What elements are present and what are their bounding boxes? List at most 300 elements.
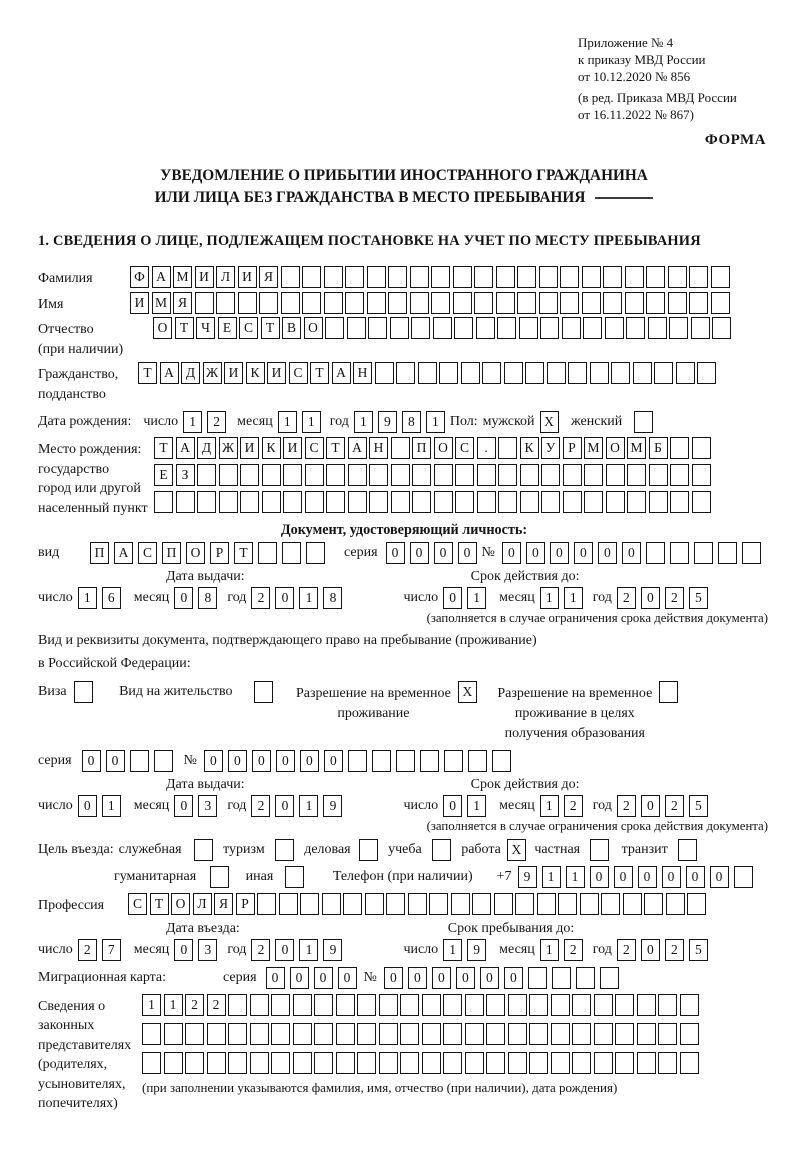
char-cell[interactable]: 1 (102, 795, 121, 817)
char-cell[interactable] (176, 491, 195, 513)
char-cell[interactable] (551, 994, 570, 1016)
char-cell[interactable]: Р (236, 893, 255, 915)
char-cell[interactable] (455, 491, 474, 513)
char-cell[interactable]: 9 (323, 795, 342, 817)
char-cell[interactable] (625, 292, 644, 314)
char-cell[interactable] (250, 1023, 269, 1045)
char-cell[interactable] (285, 866, 304, 888)
char-cell[interactable] (558, 893, 577, 915)
birth-day-boxes[interactable] (183, 411, 231, 433)
char-cell[interactable]: 0 (480, 967, 499, 989)
char-cell[interactable] (474, 292, 493, 314)
char-cell[interactable] (359, 839, 378, 861)
char-cell[interactable] (300, 893, 319, 915)
char-cell[interactable] (603, 292, 622, 314)
char-cell[interactable] (453, 266, 472, 288)
char-cell[interactable] (580, 893, 599, 915)
char-cell[interactable] (345, 292, 364, 314)
char-cell[interactable] (336, 994, 355, 1016)
resdoc-valid-month[interactable] (540, 795, 588, 817)
char-cell[interactable]: Я (259, 266, 278, 288)
char-cell[interactable] (302, 292, 321, 314)
purpose-study-checkbox[interactable] (432, 839, 454, 861)
char-cell[interactable]: 2 (185, 994, 204, 1016)
female-checkbox[interactable] (634, 411, 656, 433)
representatives-boxes-row3[interactable] (142, 1052, 701, 1074)
char-cell[interactable]: 2 (78, 939, 97, 961)
char-cell[interactable] (520, 491, 539, 513)
char-cell[interactable] (547, 362, 566, 384)
char-cell[interactable] (601, 893, 620, 915)
char-cell[interactable]: 0 (443, 795, 462, 817)
char-cell[interactable] (431, 292, 450, 314)
char-cell[interactable]: 2 (564, 939, 583, 961)
char-cell[interactable] (563, 464, 582, 486)
char-cell[interactable] (368, 317, 387, 339)
char-cell[interactable] (600, 967, 619, 989)
char-cell[interactable] (412, 464, 431, 486)
purpose-business-checkbox[interactable] (359, 839, 381, 861)
char-cell[interactable]: 3 (198, 795, 217, 817)
purpose-transit-checkbox[interactable] (678, 839, 700, 861)
char-cell[interactable]: 2 (251, 587, 270, 609)
char-cell[interactable] (658, 1023, 677, 1045)
char-cell[interactable] (497, 317, 516, 339)
char-cell[interactable]: 1 (299, 587, 318, 609)
char-cell[interactable] (422, 1052, 441, 1074)
char-cell[interactable]: 1 (566, 866, 585, 888)
char-cell[interactable]: 0 (574, 542, 593, 564)
char-cell[interactable]: 0 (408, 967, 427, 989)
char-cell[interactable] (271, 1023, 290, 1045)
char-cell[interactable] (390, 317, 409, 339)
char-cell[interactable]: 0 (290, 967, 309, 989)
char-cell[interactable] (590, 839, 609, 861)
char-cell[interactable]: 0 (641, 795, 660, 817)
char-cell[interactable] (476, 317, 495, 339)
char-cell[interactable] (551, 1023, 570, 1045)
citizenship-boxes[interactable] (138, 362, 719, 384)
char-cell[interactable]: О (434, 437, 453, 459)
char-cell[interactable] (185, 1023, 204, 1045)
char-cell[interactable]: Л (216, 266, 235, 288)
char-cell[interactable]: 0 (106, 750, 125, 772)
char-cell[interactable] (646, 542, 665, 564)
temp-residence-edu-checkbox[interactable] (659, 681, 681, 703)
migcard-series-boxes[interactable] (266, 967, 362, 989)
char-cell[interactable] (606, 464, 625, 486)
char-cell[interactable]: М (584, 437, 603, 459)
char-cell[interactable] (668, 266, 687, 288)
char-cell[interactable]: 1 (443, 939, 462, 961)
char-cell[interactable] (670, 437, 689, 459)
char-cell[interactable] (646, 292, 665, 314)
char-cell[interactable]: 0 (458, 542, 477, 564)
char-cell[interactable]: К (246, 362, 265, 384)
char-cell[interactable]: 0 (174, 939, 193, 961)
char-cell[interactable] (611, 362, 630, 384)
char-cell[interactable] (537, 893, 556, 915)
char-cell[interactable]: Н (353, 362, 372, 384)
char-cell[interactable] (282, 542, 301, 564)
char-cell[interactable]: П (90, 542, 109, 564)
char-cell[interactable] (563, 491, 582, 513)
char-cell[interactable]: 2 (251, 795, 270, 817)
char-cell[interactable]: С (305, 437, 324, 459)
char-cell[interactable]: 1 (278, 411, 297, 433)
char-cell[interactable]: 0 (432, 967, 451, 989)
char-cell[interactable] (326, 491, 345, 513)
char-cell[interactable]: 0 (275, 795, 294, 817)
char-cell[interactable] (625, 266, 644, 288)
char-cell[interactable]: 0 (710, 866, 729, 888)
char-cell[interactable]: И (224, 362, 243, 384)
char-cell[interactable] (680, 994, 699, 1016)
char-cell[interactable] (496, 292, 515, 314)
char-cell[interactable] (324, 292, 343, 314)
char-cell[interactable] (552, 967, 571, 989)
char-cell[interactable] (386, 893, 405, 915)
resdoc-series-boxes[interactable] (82, 750, 178, 772)
char-cell[interactable] (418, 362, 437, 384)
char-cell[interactable]: 0 (641, 587, 660, 609)
char-cell[interactable] (623, 893, 642, 915)
char-cell[interactable] (228, 1052, 247, 1074)
char-cell[interactable]: Р (563, 437, 582, 459)
char-cell[interactable] (496, 266, 515, 288)
char-cell[interactable] (465, 1023, 484, 1045)
char-cell[interactable] (357, 994, 376, 1016)
char-cell[interactable]: 1 (183, 411, 202, 433)
char-cell[interactable]: О (171, 893, 190, 915)
char-cell[interactable] (164, 1023, 183, 1045)
char-cell[interactable] (293, 994, 312, 1016)
char-cell[interactable]: У (541, 437, 560, 459)
char-cell[interactable] (605, 317, 624, 339)
char-cell[interactable] (539, 266, 558, 288)
char-cell[interactable] (584, 491, 603, 513)
char-cell[interactable]: 0 (526, 542, 545, 564)
char-cell[interactable]: Е (154, 464, 173, 486)
char-cell[interactable] (560, 266, 579, 288)
char-cell[interactable] (348, 464, 367, 486)
char-cell[interactable] (584, 464, 603, 486)
char-cell[interactable]: 5 (689, 587, 708, 609)
char-cell[interactable]: О (304, 317, 323, 339)
char-cell[interactable]: 1 (540, 587, 559, 609)
char-cell[interactable] (455, 464, 474, 486)
char-cell[interactable] (498, 464, 517, 486)
char-cell[interactable] (498, 437, 517, 459)
char-cell[interactable] (560, 292, 579, 314)
char-cell[interactable]: А (176, 437, 195, 459)
char-cell[interactable]: В (282, 317, 301, 339)
char-cell[interactable] (375, 362, 394, 384)
char-cell[interactable] (314, 1023, 333, 1045)
char-cell[interactable] (582, 266, 601, 288)
patronymic-boxes[interactable] (153, 317, 734, 339)
char-cell[interactable] (443, 1052, 462, 1074)
char-cell[interactable] (336, 1052, 355, 1074)
char-cell[interactable]: 0 (204, 750, 223, 772)
char-cell[interactable] (692, 437, 711, 459)
char-cell[interactable]: Я (173, 292, 192, 314)
char-cell[interactable]: 2 (665, 587, 684, 609)
char-cell[interactable] (305, 464, 324, 486)
char-cell[interactable] (594, 1052, 613, 1074)
char-cell[interactable]: 9 (518, 866, 537, 888)
char-cell[interactable] (649, 464, 668, 486)
char-cell[interactable] (422, 994, 441, 1016)
char-cell[interactable] (492, 750, 511, 772)
char-cell[interactable] (391, 464, 410, 486)
char-cell[interactable] (637, 1052, 656, 1074)
char-cell[interactable] (367, 292, 386, 314)
char-cell[interactable] (711, 266, 730, 288)
char-cell[interactable] (197, 491, 216, 513)
resdoc-issue-year[interactable] (251, 795, 347, 817)
char-cell[interactable]: 9 (378, 411, 397, 433)
char-cell[interactable]: 0 (314, 967, 333, 989)
char-cell[interactable] (615, 1023, 634, 1045)
char-cell[interactable]: 0 (252, 750, 271, 772)
char-cell[interactable] (468, 750, 487, 772)
char-cell[interactable] (197, 464, 216, 486)
char-cell[interactable] (576, 967, 595, 989)
char-cell[interactable] (391, 491, 410, 513)
profession-boxes[interactable] (128, 893, 709, 915)
char-cell[interactable]: Ж (203, 362, 222, 384)
char-cell[interactable]: И (240, 437, 259, 459)
char-cell[interactable] (529, 994, 548, 1016)
char-cell[interactable]: Ж (219, 437, 238, 459)
char-cell[interactable]: О (153, 317, 172, 339)
char-cell[interactable] (594, 1023, 613, 1045)
char-cell[interactable] (519, 317, 538, 339)
char-cell[interactable] (262, 491, 281, 513)
char-cell[interactable]: 2 (207, 994, 226, 1016)
char-cell[interactable] (281, 266, 300, 288)
char-cell[interactable] (396, 362, 415, 384)
char-cell[interactable] (410, 266, 429, 288)
entry-day[interactable] (78, 939, 126, 961)
char-cell[interactable] (676, 362, 695, 384)
char-cell[interactable]: 7 (102, 939, 121, 961)
char-cell[interactable] (477, 491, 496, 513)
char-cell[interactable]: 1 (467, 587, 486, 609)
char-cell[interactable] (615, 994, 634, 1016)
char-cell[interactable]: 1 (426, 411, 445, 433)
char-cell[interactable] (670, 542, 689, 564)
char-cell[interactable] (412, 491, 431, 513)
char-cell[interactable] (254, 681, 273, 703)
birth-year-boxes[interactable] (354, 411, 450, 433)
char-cell[interactable]: 0 (266, 967, 285, 989)
char-cell[interactable] (520, 464, 539, 486)
char-cell[interactable]: 2 (251, 939, 270, 961)
char-cell[interactable] (453, 292, 472, 314)
char-cell[interactable] (379, 1023, 398, 1045)
char-cell[interactable]: 0 (324, 750, 343, 772)
char-cell[interactable]: 5 (689, 939, 708, 961)
char-cell[interactable]: Я (214, 893, 233, 915)
char-cell[interactable]: Т (261, 317, 280, 339)
char-cell[interactable]: И (195, 266, 214, 288)
resdoc-number-boxes[interactable] (204, 750, 516, 772)
migcard-number-boxes[interactable] (384, 967, 624, 989)
char-cell[interactable] (293, 1052, 312, 1074)
char-cell[interactable] (74, 681, 93, 703)
char-cell[interactable] (461, 362, 480, 384)
representatives-boxes-row1[interactable] (142, 994, 701, 1016)
char-cell[interactable]: И (130, 292, 149, 314)
char-cell[interactable] (594, 994, 613, 1016)
char-cell[interactable] (508, 994, 527, 1016)
char-cell[interactable]: И (283, 437, 302, 459)
char-cell[interactable]: А (114, 542, 133, 564)
iddoc-kind-boxes[interactable] (90, 542, 330, 564)
char-cell[interactable] (207, 1023, 226, 1045)
char-cell[interactable] (669, 317, 688, 339)
char-cell[interactable] (336, 1023, 355, 1045)
iddoc-valid-day[interactable] (443, 587, 491, 609)
char-cell[interactable] (590, 362, 609, 384)
char-cell[interactable]: 0 (275, 587, 294, 609)
char-cell[interactable] (627, 491, 646, 513)
char-cell[interactable] (207, 1052, 226, 1074)
char-cell[interactable]: Е (218, 317, 237, 339)
char-cell[interactable]: Т (234, 542, 253, 564)
char-cell[interactable] (388, 266, 407, 288)
char-cell[interactable] (697, 362, 716, 384)
char-cell[interactable]: 1 (540, 795, 559, 817)
char-cell[interactable] (411, 317, 430, 339)
char-cell[interactable] (365, 893, 384, 915)
char-cell[interactable] (305, 491, 324, 513)
char-cell[interactable]: С (455, 437, 474, 459)
iddoc-series-boxes[interactable] (386, 542, 482, 564)
char-cell[interactable] (228, 1023, 247, 1045)
char-cell[interactable]: 0 (504, 967, 523, 989)
char-cell[interactable] (551, 1052, 570, 1074)
char-cell[interactable] (400, 1023, 419, 1045)
char-cell[interactable] (626, 317, 645, 339)
char-cell[interactable] (302, 266, 321, 288)
char-cell[interactable] (644, 893, 663, 915)
name-boxes[interactable] (130, 292, 732, 314)
char-cell[interactable]: М (152, 292, 171, 314)
char-cell[interactable] (271, 994, 290, 1016)
char-cell[interactable] (219, 491, 238, 513)
representatives-boxes-row2[interactable] (142, 1023, 701, 1045)
char-cell[interactable]: 0 (410, 542, 429, 564)
char-cell[interactable]: К (520, 437, 539, 459)
birthplace-boxes-row2[interactable] (154, 464, 713, 486)
char-cell[interactable] (325, 317, 344, 339)
resdoc-valid-day[interactable] (443, 795, 491, 817)
char-cell[interactable]: 8 (198, 587, 217, 609)
char-cell[interactable]: 0 (174, 795, 193, 817)
char-cell[interactable] (444, 750, 463, 772)
char-cell[interactable]: 3 (198, 939, 217, 961)
char-cell[interactable]: 9 (467, 939, 486, 961)
char-cell[interactable] (420, 750, 439, 772)
char-cell[interactable] (281, 292, 300, 314)
char-cell[interactable]: 6 (102, 587, 121, 609)
char-cell[interactable] (369, 464, 388, 486)
char-cell[interactable] (434, 491, 453, 513)
char-cell[interactable]: 0 (384, 967, 403, 989)
char-cell[interactable] (250, 1052, 269, 1074)
char-cell[interactable] (369, 491, 388, 513)
char-cell[interactable] (343, 893, 362, 915)
char-cell[interactable] (262, 464, 281, 486)
char-cell[interactable]: Ч (196, 317, 215, 339)
char-cell[interactable]: 1 (467, 795, 486, 817)
char-cell[interactable] (691, 317, 710, 339)
char-cell[interactable]: 2 (665, 939, 684, 961)
char-cell[interactable] (692, 491, 711, 513)
visa-checkbox[interactable] (74, 681, 96, 703)
char-cell[interactable] (689, 266, 708, 288)
char-cell[interactable]: 2 (564, 795, 583, 817)
male-checkbox[interactable] (540, 411, 562, 433)
char-cell[interactable]: 2 (665, 795, 684, 817)
char-cell[interactable]: 0 (300, 750, 319, 772)
char-cell[interactable]: 0 (502, 542, 521, 564)
char-cell[interactable]: 0 (550, 542, 569, 564)
entry-year[interactable] (251, 939, 347, 961)
char-cell[interactable]: 2 (617, 795, 636, 817)
char-cell[interactable]: 1 (142, 994, 161, 1016)
char-cell[interactable] (314, 994, 333, 1016)
char-cell[interactable] (410, 292, 429, 314)
birthplace-boxes-row3[interactable] (154, 491, 713, 513)
char-cell[interactable] (582, 292, 601, 314)
char-cell[interactable]: А (160, 362, 179, 384)
char-cell[interactable]: 1 (542, 866, 561, 888)
char-cell[interactable] (525, 362, 544, 384)
char-cell[interactable]: 8 (323, 587, 342, 609)
char-cell[interactable] (498, 491, 517, 513)
char-cell[interactable]: 0 (641, 939, 660, 961)
char-cell[interactable] (633, 362, 652, 384)
char-cell[interactable] (572, 994, 591, 1016)
char-cell[interactable] (142, 1023, 161, 1045)
char-cell[interactable] (238, 292, 257, 314)
char-cell[interactable]: X (540, 411, 559, 433)
char-cell[interactable] (429, 893, 448, 915)
char-cell[interactable] (515, 893, 534, 915)
char-cell[interactable] (694, 542, 713, 564)
char-cell[interactable] (250, 994, 269, 1016)
char-cell[interactable] (718, 542, 737, 564)
char-cell[interactable] (477, 464, 496, 486)
char-cell[interactable]: . (477, 437, 496, 459)
char-cell[interactable]: Ф (130, 266, 149, 288)
char-cell[interactable]: А (332, 362, 351, 384)
char-cell[interactable]: Б (649, 437, 668, 459)
char-cell[interactable] (431, 266, 450, 288)
char-cell[interactable]: А (348, 437, 367, 459)
iddoc-issue-year[interactable] (251, 587, 347, 609)
char-cell[interactable]: 1 (299, 939, 318, 961)
char-cell[interactable] (670, 464, 689, 486)
char-cell[interactable] (283, 491, 302, 513)
char-cell[interactable] (465, 1052, 484, 1074)
char-cell[interactable] (408, 893, 427, 915)
char-cell[interactable] (606, 491, 625, 513)
